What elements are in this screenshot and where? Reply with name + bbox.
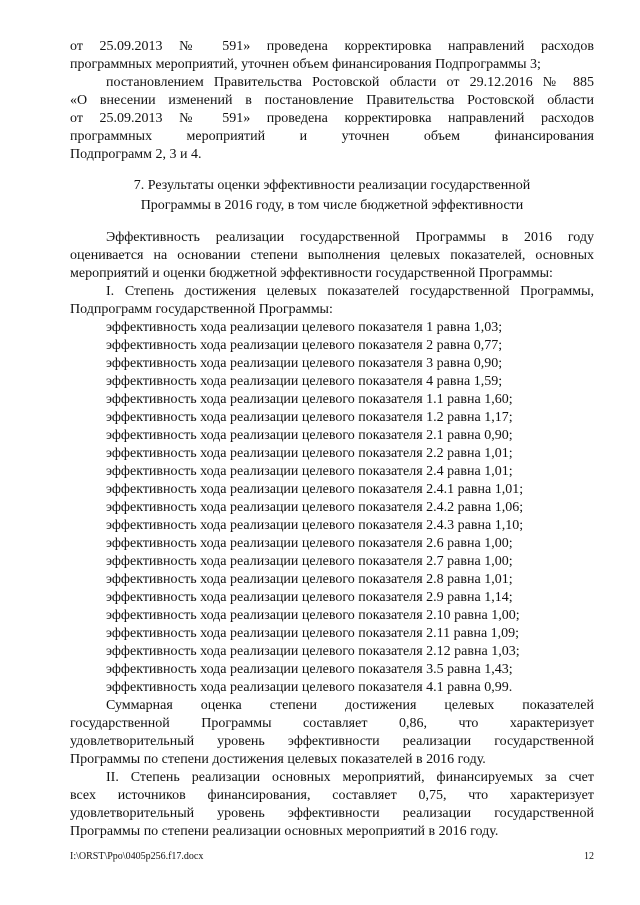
indicator-item: эффективность хода реализации целевого показателя 2.11 равна 1,09; — [106, 626, 520, 641]
page-number: 12 — [584, 851, 594, 862]
indicator-item: эффективность хода реализации целевого показателя 1.2 равна 1,17; — [106, 410, 513, 425]
indicator-item: эффективность хода реализации целевого показателя 3.5 равна 1,43; — [106, 662, 513, 677]
body-line: Эффективность реализации государственной Программы в 2016 году — [106, 230, 594, 245]
indicator-item: эффективность хода реализации целевого показателя 4 равна 1,59; — [106, 374, 503, 389]
indicator-item: эффективность хода реализации целевого показателя 2.4.2 равна 1,06; — [106, 500, 524, 515]
body-line: всех источников финансирования, составляет 0,75, что характеризует — [70, 788, 594, 803]
section-heading — [70, 176, 594, 216]
indicator-item: эффективность хода реализации целевого показателя 2.6 равна 1,00; — [106, 536, 513, 551]
indicator-item: эффективность хода реализации целевого показателя 2.10 равна 1,00; — [106, 608, 520, 623]
body-block — [70, 229, 594, 841]
section-heading-line: 7. Результаты оценки эффективности реализации государственной — [133, 178, 531, 193]
indicator-item: эффективность хода реализации целевого показателя 1.1 равна 1,60; — [106, 392, 513, 407]
body-line: Подпрограмм государственной Программы: — [70, 302, 333, 317]
intro-line: Подпрограмм 2, 3 и 4. — [70, 147, 202, 162]
intro-line: программных мероприятий и уточнен объем финансирования — [70, 129, 594, 144]
body-line: II. Степень реализации основных мероприятий, финансируемых за счет — [106, 770, 594, 785]
body-line: Программы по степени достижения целевых показателей в 2016 году. — [70, 752, 486, 767]
footer-file-path: I:\ORST\Ppo\0405p256.f17.docx — [70, 851, 204, 862]
intro-line: постановлением Правительства Ростовской области от 29.12.2016 № 885 — [106, 75, 594, 90]
indicator-item: эффективность хода реализации целевого показателя 2 равна 0,77; — [106, 338, 503, 353]
body-line: государственной Программы составляет 0,86, что характеризует — [70, 716, 594, 731]
body-line: удовлетворительный уровень эффективности реализации государственной — [70, 806, 594, 821]
intro-line: от 25.09.2013 № 591» проведена корректировка направлений расходов — [70, 39, 594, 54]
intro-line: программных мероприятий, уточнен объем финансирования Подпрограммы 3; — [70, 57, 541, 72]
indicator-item: эффективность хода реализации целевого показателя 2.7 равна 1,00; — [106, 554, 513, 569]
intro-line: от 25.09.2013 № 591» проведена корректировка направлений расходов — [70, 111, 594, 126]
indicator-item: эффективность хода реализации целевого показателя 2.4 равна 1,01; — [106, 464, 513, 479]
indicator-item: эффективность хода реализации целевого показателя 2.4.1 равна 1,01; — [106, 482, 524, 497]
section-heading-line: Программы в 2016 году, в том числе бюджетной эффективности — [140, 198, 524, 213]
indicator-item: эффективность хода реализации целевого показателя 2.9 равна 1,14; — [106, 590, 513, 605]
indicator-item: эффективность хода реализации целевого показателя 4.1 равна 0,99. — [106, 680, 513, 695]
intro-block — [70, 38, 594, 164]
indicator-item: эффективность хода реализации целевого показателя 2.2 равна 1,01; — [106, 446, 513, 461]
body-line: мероприятий и оценки бюджетной эффективности государственной Программы: — [70, 266, 553, 281]
indicator-item: эффективность хода реализации целевого показателя 2.8 равна 1,01; — [106, 572, 513, 587]
indicator-list — [70, 319, 594, 697]
intro-line: «О внесении изменений в постановление Правительства Ростовской области — [70, 93, 594, 108]
body-line: Программы по степени реализации основных мероприятий в 2016 году. — [70, 824, 499, 839]
body-line: оценивается на основании степени выполнения целевых показателей, основных — [70, 248, 594, 263]
body-line: Суммарная оценка степени достижения целевых показателей — [106, 698, 594, 713]
indicator-item: эффективность хода реализации целевого показателя 2.4.3 равна 1,10; — [106, 518, 524, 533]
indicator-item: эффективность хода реализации целевого показателя 2.12 равна 1,03; — [106, 644, 520, 659]
body-line: удовлетворительный уровень эффективности реализации государственной — [70, 734, 594, 749]
indicator-item: эффективность хода реализации целевого показателя 3 равна 0,90; — [106, 356, 503, 371]
indicator-item: эффективность хода реализации целевого показателя 2.1 равна 0,90; — [106, 428, 513, 443]
indicator-item: эффективность хода реализации целевого показателя 1 равна 1,03; — [106, 320, 503, 335]
body-line: I. Степень достижения целевых показателей государственной Программы, — [106, 284, 594, 299]
